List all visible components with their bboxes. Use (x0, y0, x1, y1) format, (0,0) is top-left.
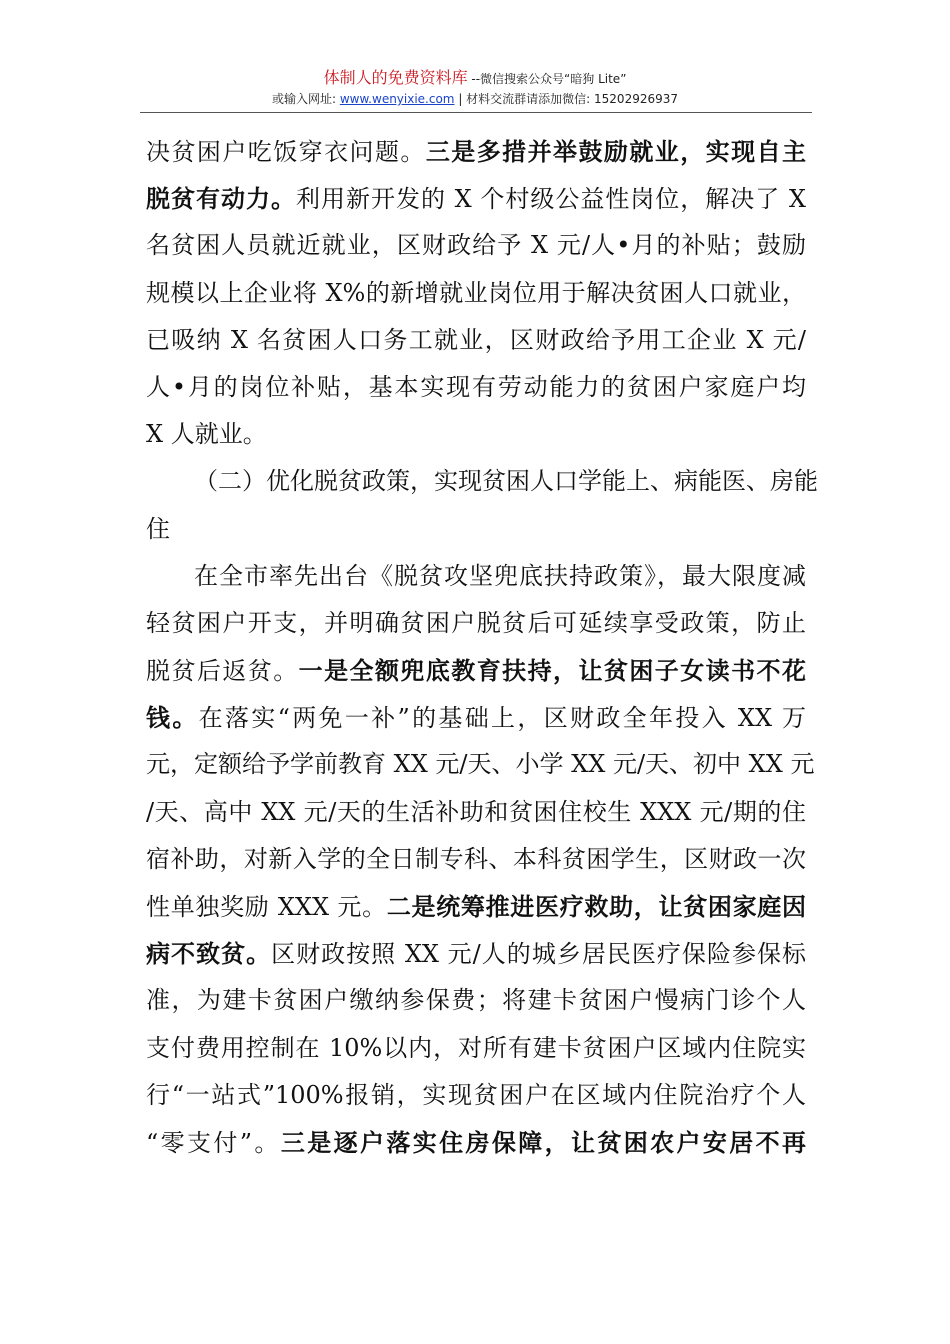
bold-text-segment: 病不致贫。 (146, 939, 272, 969)
text-line (146, 128, 806, 175)
text-segment: 行“一站式”100%报销，实现贫困户在区域内住院治疗个人 (146, 1080, 806, 1109)
text-line (146, 411, 806, 458)
text-line (146, 553, 806, 600)
text-line (146, 883, 806, 930)
text-line (146, 222, 806, 269)
bold-text-segment: 脱贫有动力。 (146, 184, 296, 214)
text-segment: 轻贫困户开支，并明确贫困户脱贫后可延续享受政策，防止 (146, 608, 806, 637)
text-segment: X 人就业。 (146, 420, 267, 449)
text-line (146, 1119, 806, 1166)
text-line (146, 317, 806, 364)
text-segment: 区财政按照 XX 元/人的城乡居民医疗保险参保标 (271, 940, 806, 969)
website-link[interactable]: www.wenyixie.com (339, 92, 455, 106)
text-line (146, 506, 806, 553)
text-segment: 规模以上企业将 X%的新增就业岗位用于解决贫困人口就业， (146, 278, 806, 307)
header-title-line (0, 68, 950, 89)
text-line (146, 647, 806, 694)
bold-text-segment: 一是全额兜底教育扶持，让贫困子女读书不花 (298, 656, 806, 686)
text-line (146, 930, 806, 977)
document-body (146, 128, 818, 1166)
bold-text-segment: 钱。 (146, 703, 199, 733)
bold-text-segment: 三是逐户落实住房保障，让贫困农户安居不再 (280, 1127, 806, 1157)
header-divider (140, 112, 812, 113)
brand-name: 体制人的免费资料库 (323, 68, 468, 87)
header-info-line (0, 90, 950, 108)
bold-text-segment: 三是多措并举鼓励就业，实现自主 (425, 137, 807, 166)
text-line (146, 1072, 806, 1119)
text-segment: （二）优化脱贫政策，实现贫困人口学能上、病能医、房能 (194, 467, 818, 496)
text-line (146, 458, 818, 505)
text-segment: 准，为建卡贫困户缴纳参保费；将建卡贫困户慢病门诊个人 (146, 986, 806, 1015)
text-line (146, 1025, 806, 1072)
text-line (146, 175, 806, 222)
text-line (146, 977, 806, 1024)
wechat-info: | 材料交流群请添加微信: 15202926937 (454, 92, 679, 106)
text-line (146, 600, 806, 647)
page-header (0, 68, 950, 108)
bold-text-segment: 二是统筹推进医疗救助，让贫困家庭因 (386, 892, 807, 921)
text-line (146, 789, 806, 836)
text-segment: 脱贫后返贫。 (146, 657, 299, 686)
text-segment: 利用新开发的 X 个村级公益性岗位，解决了 X (296, 185, 807, 214)
text-segment: 人•月的岗位补贴，基本实现有劳动能力的贫困户家庭户均 (146, 372, 806, 401)
text-line (146, 741, 815, 788)
text-segment: 元，定额给予学前教育 XX 元/天、小学 XX 元/天、初中 XX 元 (146, 750, 815, 779)
text-line (146, 364, 806, 411)
text-segment: 决贫困户吃饭穿衣问题。 (146, 138, 426, 166)
text-segment: 名贫困人员就近就业，区财政给予 X 元/人•月的补贴；鼓励 (146, 231, 806, 260)
text-segment: “零支付”。 (146, 1128, 281, 1157)
text-segment: 支付费用控制在 10%以内，对所有建卡贫困户区域内住院实 (146, 1033, 806, 1062)
text-line (146, 836, 806, 883)
text-line (146, 694, 806, 741)
header-subtitle: --微信搜索公众号“暗狗 Lite” (467, 72, 627, 86)
text-line (146, 270, 806, 317)
text-segment: 住 (146, 514, 170, 543)
text-segment: 宿补助，对新入学的全日制专科、本科贫困学生，区财政一次 (146, 844, 806, 873)
text-segment: 已吸纳 X 名贫困人口务工就业，区财政给予用工企业 X 元/ (146, 325, 806, 354)
text-segment: /天、高中 XX 元/天的生活补助和贫困住校生 XXX 元/期的住 (146, 797, 806, 826)
text-segment: 在全市率先出台《脱贫攻坚兜底扶持政策》，最大限度减 (194, 561, 806, 590)
text-segment: 性单独奖励 XXX 元。 (146, 893, 387, 921)
text-segment: 在落实“两免一补”的基础上，区财政全年投入 XX 万 (198, 704, 807, 733)
url-prefix: 或输入网址: (271, 92, 340, 106)
